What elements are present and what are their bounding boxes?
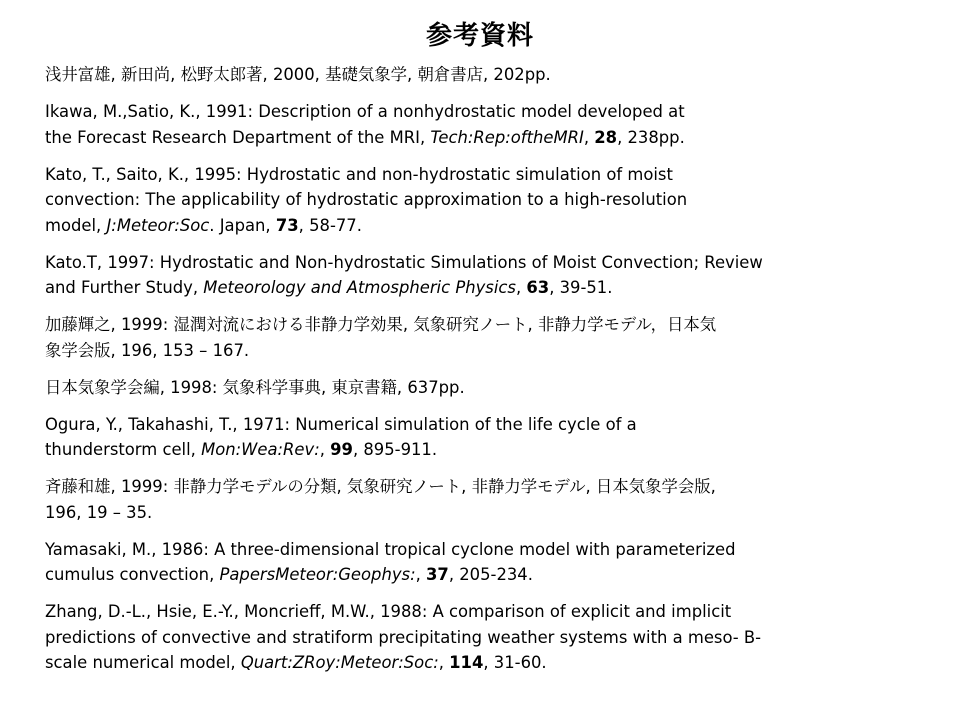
reference-text: predictions of convective and stratiform precipitating weather systems with a meso- B- [45, 627, 762, 647]
reference-line [45, 599, 925, 625]
reference-entry [45, 99, 925, 150]
reference-line [45, 213, 925, 239]
reference-text: thunderstorm cell, [45, 440, 202, 459]
reference-text: Ikawa, M.,Satio, K., 1991: Description of a nonhydrostatic model developed at [45, 102, 685, 121]
reference-text: , 895-911. [352, 440, 438, 459]
reference-entry [45, 412, 925, 463]
reference-entry [45, 312, 925, 363]
volume-number: 73 [275, 215, 299, 235]
reference-text: model, [45, 215, 107, 235]
reference-text: 浅井富雄, 新田尚, 松野太郎著, 2000, 基礎気象学, 朝倉書店, 202pp. [45, 65, 551, 84]
reference-text: . Japan, [209, 215, 276, 235]
reference-line [45, 474, 925, 500]
reference-text: Kato.T, 1997: Hydrostatic and Non-hydrostatic Simulations of Moist Convection; Review [45, 252, 763, 272]
reference-line [45, 62, 925, 88]
journal-name: Tech:Rep:oftheMRI [430, 127, 584, 147]
reference-line [45, 412, 925, 438]
reference-text: scale numerical model, [45, 653, 241, 672]
reference-text: , [515, 278, 527, 297]
reference-text: 日本気象学会編, 1998: 気象科学事典, 東京書籍, 637pp. [45, 377, 465, 397]
journal-name: J:Meteor:Soc [106, 215, 210, 235]
reference-text: 196, 19 – 35. [45, 502, 153, 522]
reference-entry [45, 375, 925, 401]
reference-text: Zhang, D.-L., Hsie, E.-Y., Moncrieff, M.W., 1988: A comparison of explicit and implicit [45, 602, 732, 621]
reference-line [45, 312, 925, 338]
reference-text: , [319, 440, 331, 459]
volume-number: 37 [426, 565, 449, 584]
volume-number: 28 [594, 127, 618, 147]
reference-text: and Further Study, [45, 278, 204, 297]
reference-entry [45, 474, 925, 525]
reference-text: 斉藤和雄, 1999: 非静力学モデルの分類, 気象研究ノート, 非静力学モデル, 日本気象学会版, [45, 477, 716, 496]
journal-name: PapersMeteor:Geophys: [219, 565, 416, 584]
reference-text: convection: The applicability of hydrostatic approximation to a high-resolution [45, 190, 688, 209]
reference-text: 加藤輝之, 1999: 湿潤対流における非静力学効果, 気象研究ノート, 非静力学モデル，日本気 [45, 315, 717, 334]
reference-line [45, 562, 925, 588]
reference-text: Ogura, Y., Takahashi, T., 1971: Numerical simulation of the life cycle of a [45, 414, 637, 434]
reference-entry [45, 537, 925, 588]
reference-text: Yamasaki, M., 1986: A three-dimensional tropical cyclone model with parameterized [45, 539, 736, 559]
journal-name: Meteorology and Atmospheric Physics [203, 278, 516, 297]
reference-text: the Forecast Research Department of the MRI, [45, 127, 431, 147]
reference-entry [45, 250, 925, 301]
reference-text: , [438, 653, 450, 672]
reference-text: , 31-60. [483, 653, 547, 672]
reference-list [45, 62, 925, 687]
reference-line [45, 99, 925, 125]
reference-entry [45, 62, 925, 88]
reference-line [45, 625, 925, 651]
reference-text: , 39-51. [549, 278, 613, 297]
volume-number: 63 [526, 278, 550, 297]
reference-text: , [415, 565, 427, 584]
reference-text: , 58-77. [298, 215, 362, 235]
volume-number: 99 [330, 440, 353, 459]
reference-text: 象学会版, 196, 153 – 167. [45, 340, 250, 360]
reference-text: cumulus convection, [45, 565, 220, 584]
reference-entry [45, 162, 925, 239]
reference-line [45, 338, 925, 364]
reference-line [45, 162, 925, 188]
reference-entry [45, 599, 925, 676]
reference-text: , 238pp. [617, 127, 685, 147]
reference-line [45, 375, 925, 401]
reference-line [45, 537, 925, 563]
reference-line [45, 437, 925, 463]
reference-text: , 205-234. [448, 565, 533, 584]
reference-text: Kato, T., Saito, K., 1995: Hydrostatic and non-hydrostatic simulation of moist [45, 164, 673, 184]
reference-line [45, 125, 925, 151]
reference-line [45, 187, 925, 213]
reference-line [45, 250, 925, 276]
reference-line [45, 500, 925, 526]
reference-line [45, 275, 925, 301]
reference-text: , [583, 127, 595, 147]
page-title: 参考資料 [425, 21, 534, 51]
volume-number: 114 [449, 653, 484, 672]
journal-name: Mon:Wea:Rev: [201, 440, 320, 459]
journal-name: Quart:ZRoy:Meteor:Soc: [240, 653, 439, 672]
reference-line [45, 650, 925, 676]
